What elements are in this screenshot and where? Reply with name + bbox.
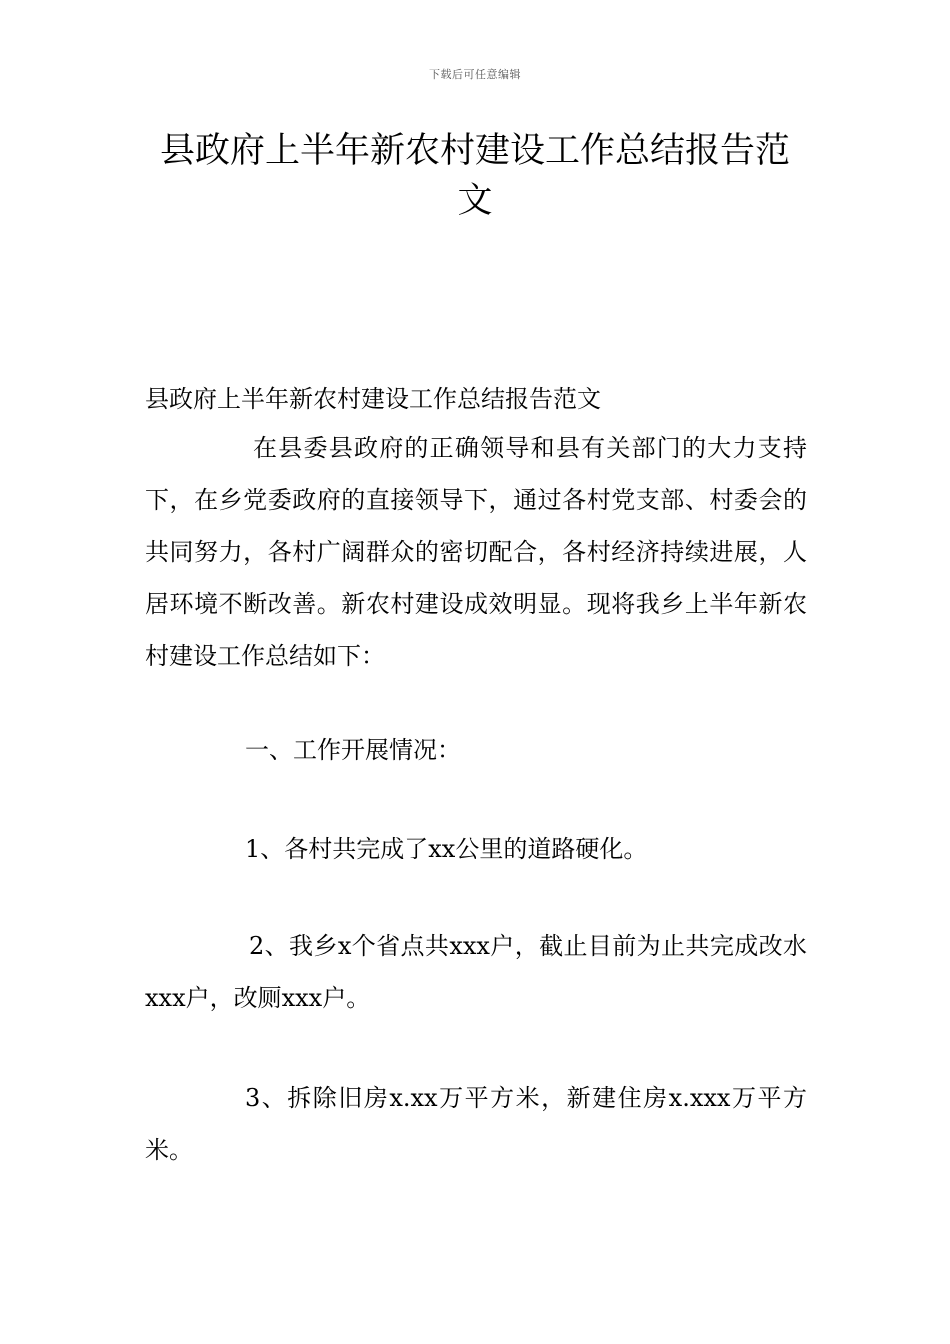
list-item-road-hardening: 1、各村共完成了xx公里的道路硬化。: [245, 835, 648, 863]
list-item-housing: 3、拆除旧房x.xx万平方米，新建住房x.xxx万平方米。: [145, 1084, 807, 1164]
list-item-water-toilet: 2、我乡x个省点共xxx户，截止目前为止共完成改水xxx户，改厕xxx户。: [145, 932, 807, 1012]
intro-paragraph: 在县委县政府的正确领导和县有关部门的大力支持下，在乡党委政府的直接领导下，通过各村党支部、村委会的共同努力，各村广阔群众的密切配合，各村经济持续进展，人居环境不断改善。新农村建设成效明显。现将我乡上半年新农村建设工作总结如下：: [145, 434, 807, 670]
header-note: 下载后可任意编辑: [429, 68, 521, 81]
document-title: 县政府上半年新农村建设工作总结报告范文: [159, 131, 790, 221]
section-heading-work-status: 一、工作开展情况：: [245, 736, 461, 764]
document-subtitle: 县政府上半年新农村建设工作总结报告范文: [145, 385, 601, 413]
